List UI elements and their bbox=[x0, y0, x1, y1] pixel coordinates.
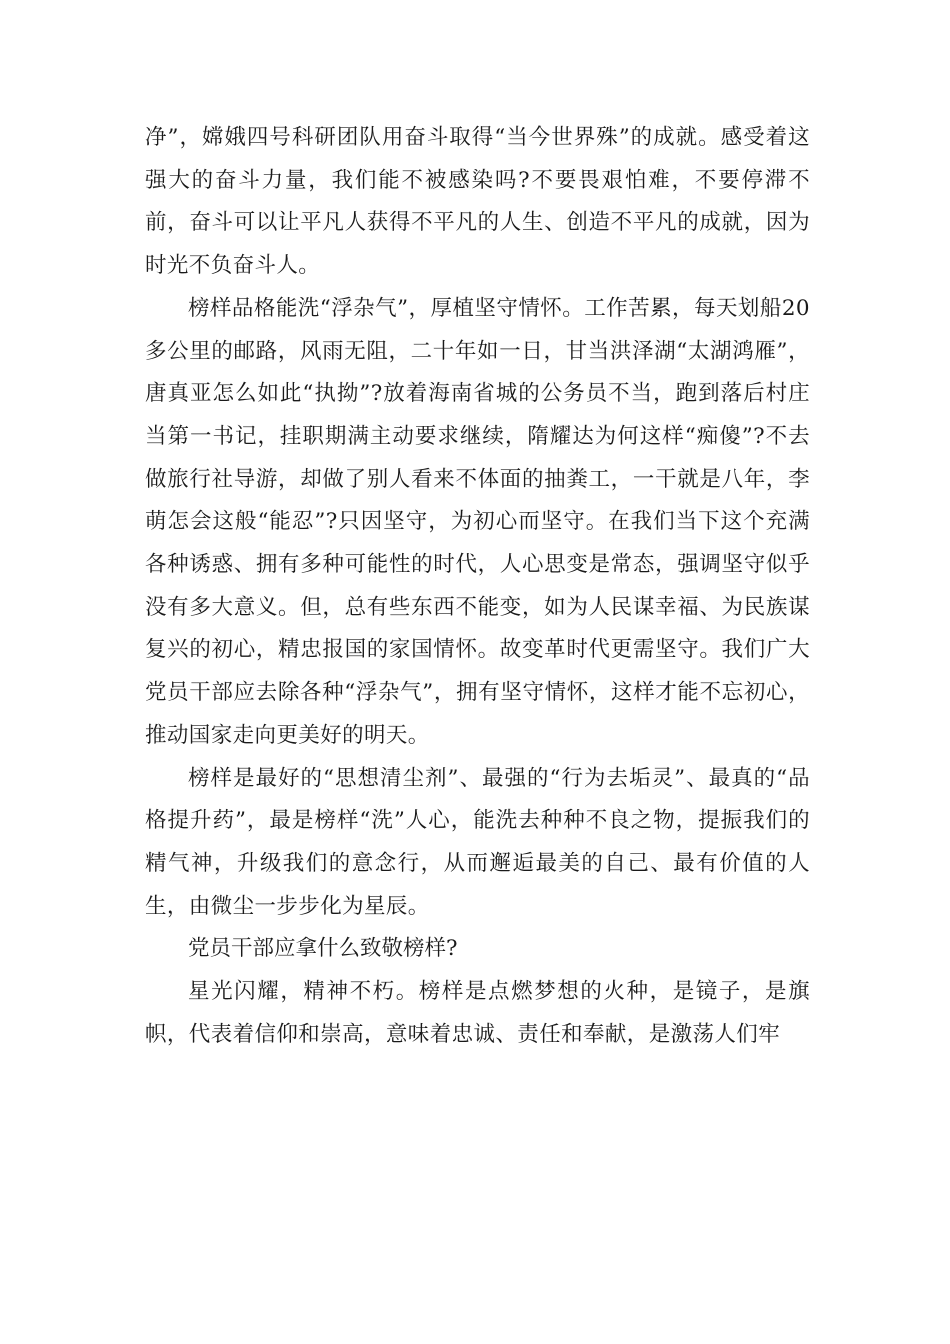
paragraph-question: 党员干部应拿什么致敬榜样? bbox=[188, 936, 458, 962]
document-body bbox=[145, 117, 810, 1056]
paragraph-continuation: 净”，嫦娥四号科研团队用奋斗取得“当今世界殊”的成就。感受着这强大的奋斗力量，我们能不被感染吗?不要畏艰怕难，不要停滞不前，奋斗可以让平凡人获得不平凡的人生、创造不平凡的成就，因为时光不负奋斗人。 bbox=[145, 125, 810, 279]
paragraph-steadfastness: 榜样品格能洗“浮杂气”，厚植坚守情怀。工作苦累，每天划船20多公里的邮路，风雨无阻，二十年如一日，甘当洪泽湖“太湖鸿雁”，唐真亚怎么如此“执拗”?放着海南省城的公务员不当，跑到落后村庄当第一书记，挂职期满主动要求继续，隋耀达为何这样“痴傻”?不去做旅行社导游，却做了别人看来不体面的抽粪工，一干就是八年，李萌怎会这般“能忍”?只因坚守，为初心而坚守。在我们当下这个充满各种诱惑、拥有多种可能性的时代，人心思变是常态，强调坚守似乎没有多大意义。但，总有些东西不能变，如为人民谋幸福、为民族谋复兴的初心，精忠报国的家国情怀。故变革时代更需坚守。我们广大党员干部应去除各种“浮杂气”，拥有坚守情怀，这样才能不忘初心，推动国家走向更美好的明天。 bbox=[145, 295, 810, 748]
paragraph-starlight: 星光闪耀，精神不朽。榜样是点燃梦想的火种，是镜子，是旗帜，代表着信仰和崇高，意味着忠诚、责任和奉献，是激荡人们牢 bbox=[145, 979, 810, 1047]
paragraph-role-model-cleanser: 榜样是最好的“思想清尘剂”、最强的“行为去垢灵”、最真的“品格提升药”，最是榜样“洗”人心，能洗去种种不良之物，提振我们的精气神，升级我们的意念行，从而邂逅最美的自己、最有价值的人生，由微尘一步步化为星辰。 bbox=[145, 765, 810, 919]
